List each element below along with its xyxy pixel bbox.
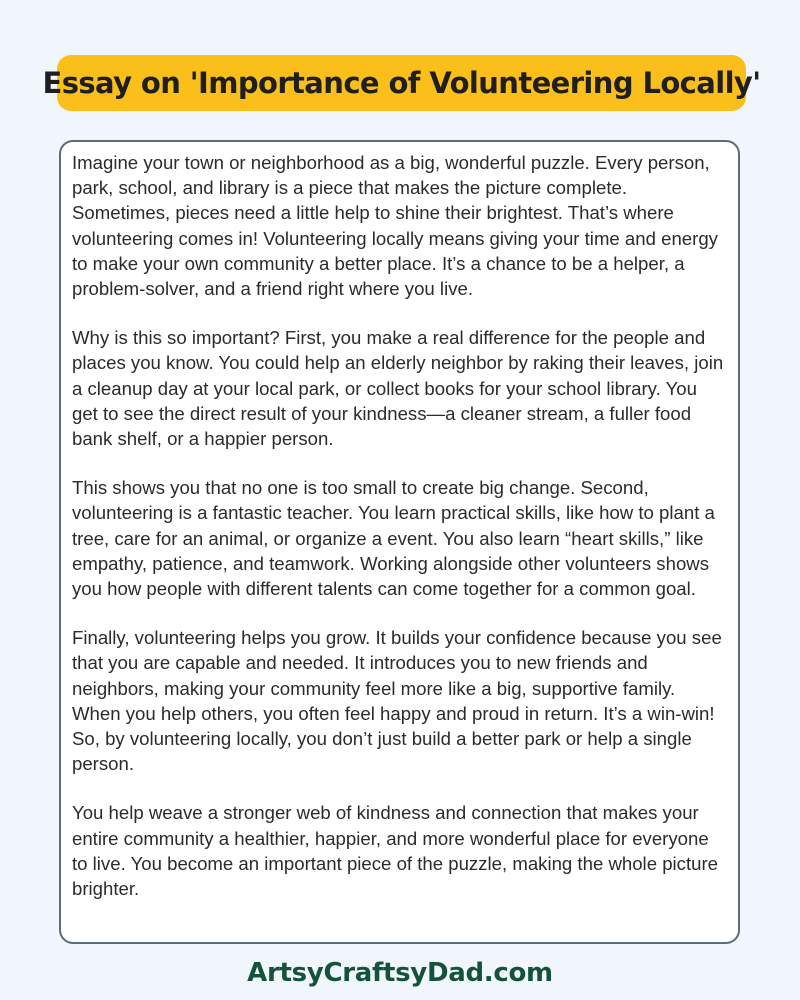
title-banner xyxy=(42,55,761,111)
essay-paragraph-1: Imagine your town or neighborhood as a big, wonderful puzzle. Every person, park, school, and library is a piece that makes the picture complete. Sometimes, pieces need a little help to shine their brightest. That’s where volunteering comes in! Volunteering locally means giving your time and energy to make your own community a better place. It’s a chance to be a helper, a problem-solver, and a friend right where you live. xyxy=(72,152,718,300)
essay-paragraph-5: You help weave a stronger web of kindness and connection that makes your entire community a healthier, happier, and more wonderful place for everyone to live. You become an important piece of the puzzle, making the whole picture brighter. xyxy=(72,802,719,900)
essay-paragraph-2: Why is this so important? First, you make a real difference for the people and places you know. You could help an elderly neighbor by raking their leaves, join a cleanup day at your local park, or collect books for your school library. You get to see the direct result of your kindness—a cleaner stream, a fuller food bank shelf, or a happier person. xyxy=(72,327,724,450)
essay-paragraph-4: Finally, volunteering helps you grow. It builds your confidence because you see that you are capable and needed. It introduces you to new friends and neighbors, making your community feel more like a big, supportive family. When you help others, you often feel happy and proud in return. It’s a win-win! So, by volunteering locally, you don’t just build a better park or help a single person. xyxy=(72,627,722,775)
page-title: Essay on 'Importance of Volunteering Locally' xyxy=(42,66,761,100)
essay-card xyxy=(59,140,740,944)
essay-paragraph-3: This shows you that no one is too small to create big change. Second, volunteering is a fantastic teacher. You learn practical skills, like how to plant a tree, care for an animal, or organize a event. You also learn “heart skills,” like empathy, patience, and teamwork. Working alongside other volunteers shows you how people with different talents can come together for a common goal. xyxy=(72,477,715,600)
footer-brand-name: ArtsyCraftsyDad.com xyxy=(247,958,553,988)
